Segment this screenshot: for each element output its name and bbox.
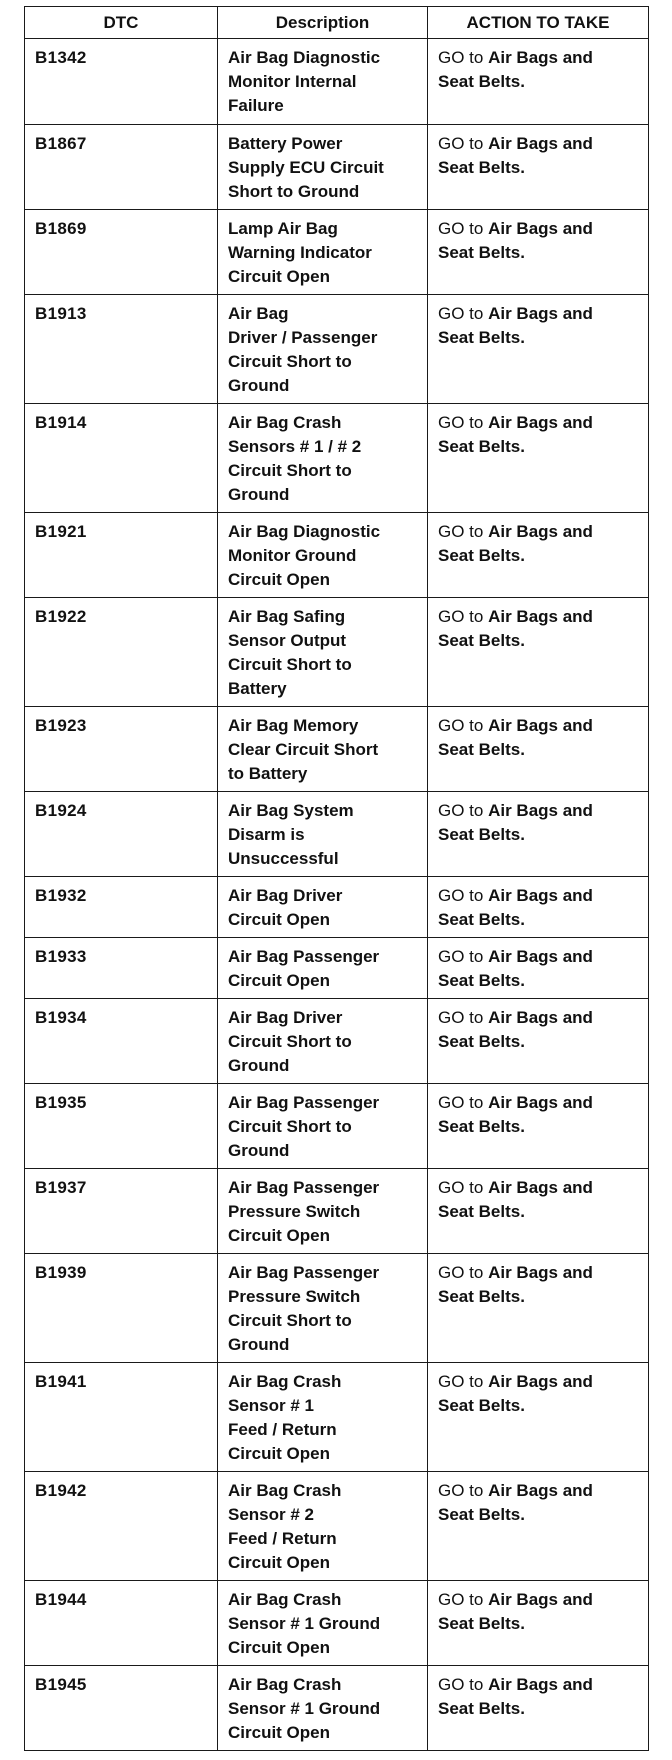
action-cell [428, 999, 649, 1084]
table-row [25, 1581, 649, 1666]
action-target-line1: Air Bags and [488, 1263, 593, 1282]
action-target-line1: Air Bags and [488, 1093, 593, 1112]
description-line: Circuit Open [228, 971, 331, 990]
description-line: Air Bag Crash [228, 413, 342, 432]
action-target-line2: Seat Belts. [438, 1505, 525, 1524]
description-line: Battery Power [228, 134, 343, 153]
table-row [25, 938, 649, 999]
table-row [25, 707, 649, 792]
table-row [25, 295, 649, 404]
action-target-line1: Air Bags and [488, 1008, 593, 1027]
dtc-description [218, 1084, 428, 1169]
description-line: Air Bag Passenger [228, 1263, 380, 1282]
description-line: Circuit Short to [228, 1311, 352, 1330]
description-line: Air Bag Driver [228, 886, 343, 905]
dtc-code: B1922 [25, 598, 218, 707]
table-row [25, 1254, 649, 1363]
action-target-line1: Air Bags and [488, 1675, 593, 1694]
action-target-line2: Seat Belts. [438, 158, 525, 177]
action-cell [428, 938, 649, 999]
description-line: Circuit Open [228, 1638, 331, 1657]
description-line: Circuit Short to [228, 655, 352, 674]
action-target-line1: Air Bags and [488, 219, 593, 238]
table-body [25, 39, 649, 1751]
action-target-line1: Air Bags and [488, 1481, 593, 1500]
dtc-description [218, 1254, 428, 1363]
action-target-line2: Seat Belts. [438, 243, 525, 262]
table-row [25, 1666, 649, 1751]
dtc-description [218, 877, 428, 938]
description-line: Pressure Switch [228, 1202, 361, 1221]
action-target-line2: Seat Belts. [438, 1032, 525, 1051]
description-line: Circuit Open [228, 1444, 331, 1463]
action-prefix: GO to [438, 1093, 489, 1112]
dtc-code: B1342 [25, 39, 218, 125]
action-prefix: GO to [438, 716, 489, 735]
dtc-code: B1942 [25, 1472, 218, 1581]
dtc-description [218, 707, 428, 792]
description-line: Sensor # 1 Ground [228, 1614, 381, 1633]
table-header-row [25, 7, 649, 39]
dtc-description [218, 598, 428, 707]
description-line: Feed / Return [228, 1420, 337, 1439]
description-line: Clear Circuit Short [228, 740, 379, 759]
action-cell [428, 1666, 649, 1751]
action-target-line2: Seat Belts. [438, 910, 525, 929]
description-line: Failure [228, 96, 284, 115]
dtc-code: B1914 [25, 404, 218, 513]
description-line: Circuit Open [228, 1226, 331, 1245]
action-prefix: GO to [438, 522, 489, 541]
description-line: Driver / Passenger [228, 328, 378, 347]
dtc-code: B1937 [25, 1169, 218, 1254]
dtc-description [218, 513, 428, 598]
action-cell [428, 210, 649, 295]
dtc-code: B1921 [25, 513, 218, 598]
dtc-description [218, 938, 428, 999]
action-target-line2: Seat Belts. [438, 740, 525, 759]
description-line: Sensor # 1 [228, 1396, 314, 1415]
description-line: Ground [228, 1141, 290, 1160]
action-prefix: GO to [438, 947, 489, 966]
description-line: Sensor Output [228, 631, 347, 650]
description-line: Circuit Short to [228, 1032, 352, 1051]
table-row [25, 1169, 649, 1254]
description-line: Supply ECU Circuit [228, 158, 384, 177]
action-prefix: GO to [438, 48, 489, 67]
dtc-code: B1935 [25, 1084, 218, 1169]
action-prefix: GO to [438, 219, 489, 238]
dtc-description [218, 1666, 428, 1751]
action-prefix: GO to [438, 1590, 489, 1609]
table-row [25, 513, 649, 598]
description-line: Battery [228, 679, 287, 698]
action-target-line1: Air Bags and [488, 1178, 593, 1197]
action-prefix: GO to [438, 1263, 489, 1282]
description-line: Unsuccessful [228, 849, 339, 868]
header-action: ACTION TO TAKE [428, 7, 649, 39]
description-line: Ground [228, 485, 290, 504]
description-line: Circuit Open [228, 1723, 331, 1742]
table-row [25, 1363, 649, 1472]
table-row [25, 39, 649, 125]
action-target-line1: Air Bags and [488, 716, 593, 735]
description-line: Circuit Open [228, 910, 331, 929]
table-row [25, 125, 649, 210]
action-target-line2: Seat Belts. [438, 971, 525, 990]
table-row [25, 1472, 649, 1581]
action-prefix: GO to [438, 1008, 489, 1027]
description-line: Air Bag Safing [228, 607, 346, 626]
description-line: Air Bag Crash [228, 1372, 342, 1391]
description-line: Monitor Ground [228, 546, 357, 565]
description-line: Air Bag Driver [228, 1008, 343, 1027]
dtc-description [218, 1472, 428, 1581]
action-prefix: GO to [438, 413, 489, 432]
dtc-description [218, 792, 428, 877]
description-line: Lamp Air Bag [228, 219, 338, 238]
description-line: Air Bag [228, 304, 289, 323]
action-prefix: GO to [438, 801, 489, 820]
action-cell [428, 1254, 649, 1363]
dtc-code: B1869 [25, 210, 218, 295]
description-line: Circuit Short to [228, 1117, 352, 1136]
header-dtc: DTC [25, 7, 218, 39]
action-cell [428, 792, 649, 877]
dtc-code: B1913 [25, 295, 218, 404]
action-target-line2: Seat Belts. [438, 1287, 525, 1306]
action-target-line1: Air Bags and [488, 947, 593, 966]
dtc-code: B1945 [25, 1666, 218, 1751]
description-line: Warning Indicator [228, 243, 372, 262]
action-target-line1: Air Bags and [488, 48, 593, 67]
dtc-description [218, 1581, 428, 1666]
dtc-table [24, 6, 649, 1751]
action-cell [428, 39, 649, 125]
action-target-line1: Air Bags and [488, 134, 593, 153]
action-cell [428, 1363, 649, 1472]
dtc-code: B1923 [25, 707, 218, 792]
description-line: Ground [228, 376, 290, 395]
table-row [25, 1084, 649, 1169]
action-target-line1: Air Bags and [488, 886, 593, 905]
action-target-line1: Air Bags and [488, 607, 593, 626]
action-cell [428, 1472, 649, 1581]
description-line: Sensors # 1 / # 2 [228, 437, 362, 456]
description-line: Pressure Switch [228, 1287, 361, 1306]
action-cell [428, 1581, 649, 1666]
dtc-code: B1941 [25, 1363, 218, 1472]
action-cell [428, 295, 649, 404]
dtc-description [218, 39, 428, 125]
description-line: Air Bag Diagnostic [228, 522, 381, 541]
action-target-line1: Air Bags and [488, 801, 593, 820]
action-target-line2: Seat Belts. [438, 1396, 525, 1415]
action-cell [428, 513, 649, 598]
description-line: Air Bag Diagnostic [228, 48, 381, 67]
dtc-code: B1932 [25, 877, 218, 938]
description-line: Sensor # 1 Ground [228, 1699, 381, 1718]
description-line: Circuit Open [228, 570, 331, 589]
description-line: Sensor # 2 [228, 1505, 314, 1524]
action-target-line1: Air Bags and [488, 304, 593, 323]
description-line: Air Bag Passenger [228, 947, 380, 966]
description-line: Ground [228, 1335, 290, 1354]
description-line: Air Bag Passenger [228, 1093, 380, 1112]
action-cell [428, 404, 649, 513]
action-cell [428, 1169, 649, 1254]
description-line: Circuit Open [228, 267, 331, 286]
action-prefix: GO to [438, 304, 489, 323]
action-target-line1: Air Bags and [488, 1372, 593, 1391]
dtc-description [218, 404, 428, 513]
action-prefix: GO to [438, 1178, 489, 1197]
dtc-description [218, 1169, 428, 1254]
dtc-code: B1867 [25, 125, 218, 210]
table-row [25, 792, 649, 877]
header-description: Description [218, 7, 428, 39]
description-line: Air Bag Crash [228, 1481, 342, 1500]
description-line: Feed / Return [228, 1529, 337, 1548]
dtc-code: B1934 [25, 999, 218, 1084]
dtc-description [218, 1363, 428, 1472]
description-line: Circuit Short to [228, 461, 352, 480]
action-target-line2: Seat Belts. [438, 72, 525, 91]
description-line: Ground [228, 1056, 290, 1075]
description-line: Air Bag System [228, 801, 354, 820]
table-row [25, 210, 649, 295]
dtc-code: B1933 [25, 938, 218, 999]
action-target-line2: Seat Belts. [438, 1699, 525, 1718]
description-line: Air Bag Memory [228, 716, 359, 735]
dtc-code: B1924 [25, 792, 218, 877]
dtc-description [218, 210, 428, 295]
dtc-description [218, 125, 428, 210]
dtc-description [218, 999, 428, 1084]
action-target-line1: Air Bags and [488, 522, 593, 541]
dtc-code: B1939 [25, 1254, 218, 1363]
action-target-line2: Seat Belts. [438, 437, 525, 456]
action-cell [428, 1084, 649, 1169]
action-prefix: GO to [438, 1481, 489, 1500]
description-line: Air Bag Crash [228, 1590, 342, 1609]
action-target-line2: Seat Belts. [438, 546, 525, 565]
table-row [25, 999, 649, 1084]
description-line: Circuit Open [228, 1553, 331, 1572]
action-cell [428, 877, 649, 938]
action-prefix: GO to [438, 886, 489, 905]
action-target-line2: Seat Belts. [438, 1117, 525, 1136]
description-line: Circuit Short to [228, 352, 352, 371]
action-cell [428, 707, 649, 792]
action-target-line2: Seat Belts. [438, 631, 525, 650]
description-line: to Battery [228, 764, 308, 783]
action-prefix: GO to [438, 134, 489, 153]
action-target-line1: Air Bags and [488, 413, 593, 432]
action-prefix: GO to [438, 1372, 489, 1391]
table-row [25, 598, 649, 707]
table-row [25, 404, 649, 513]
description-line: Monitor Internal [228, 72, 357, 91]
action-prefix: GO to [438, 1675, 489, 1694]
description-line: Disarm is [228, 825, 305, 844]
table-row [25, 877, 649, 938]
description-line: Air Bag Crash [228, 1675, 342, 1694]
dtc-code: B1944 [25, 1581, 218, 1666]
action-cell [428, 598, 649, 707]
dtc-description [218, 295, 428, 404]
action-target-line2: Seat Belts. [438, 328, 525, 347]
description-line: Short to Ground [228, 182, 360, 201]
action-prefix: GO to [438, 607, 489, 626]
action-target-line2: Seat Belts. [438, 825, 525, 844]
description-line: Air Bag Passenger [228, 1178, 380, 1197]
action-target-line2: Seat Belts. [438, 1202, 525, 1221]
action-target-line2: Seat Belts. [438, 1614, 525, 1633]
action-cell [428, 125, 649, 210]
action-target-line1: Air Bags and [488, 1590, 593, 1609]
